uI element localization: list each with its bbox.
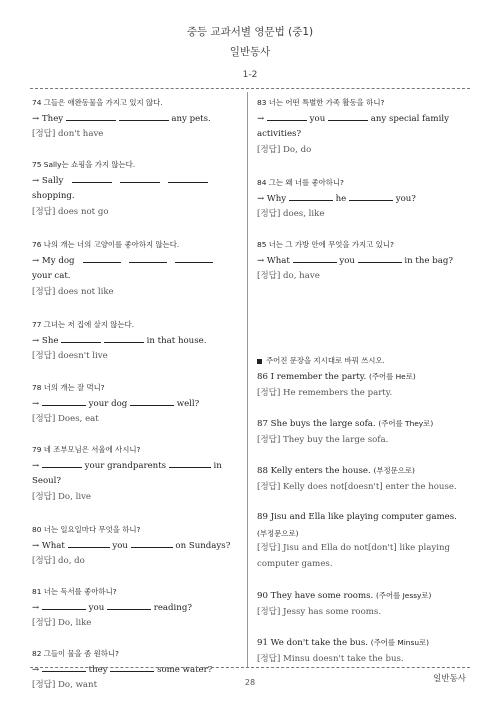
answer-blank[interactable] <box>130 396 174 406</box>
answer-blank[interactable] <box>169 458 211 468</box>
answer-blank[interactable] <box>267 111 307 121</box>
unit-label: 1-2 <box>242 70 258 80</box>
question-sentence-cont: shopping. <box>32 191 75 202</box>
question-sentence-cont: your cat. <box>32 271 71 282</box>
answer-blank[interactable] <box>349 191 393 201</box>
page-title: 중등 교과서별 영문법 (중1) <box>186 26 314 38</box>
question-item <box>32 442 240 522</box>
answer-text: [정답] Jisu and Ella do not[don't] like playing <box>257 543 450 554</box>
transform-item <box>257 635 469 675</box>
transform-sentence: 90 They have some rooms. (주어를 Jessy로) <box>257 591 432 601</box>
question-korean: 79 네 조부모님은 서울에 사시니? <box>32 445 141 454</box>
question-item <box>32 584 240 646</box>
answer-blank[interactable] <box>358 253 402 263</box>
page-subtitle: 일반동사 <box>229 46 271 58</box>
answer-text: [정답] do, do <box>32 556 85 567</box>
question-item <box>32 157 240 237</box>
answer-blank[interactable] <box>175 253 213 263</box>
question-korean: 84 그는 왜 너를 좋아하니? <box>257 178 344 187</box>
answer-blank[interactable] <box>131 538 173 548</box>
answer-blank[interactable] <box>42 396 86 406</box>
question-korean: 76 나의 개는 너의 고양이를 좋아하지 않는다. <box>32 240 180 249</box>
question-item <box>32 522 240 584</box>
question-korean: 75 Sally는 쇼핑을 가지 않는다. <box>32 160 136 169</box>
question-korean: 81 너는 독서를 좋아하니? <box>32 587 117 596</box>
question-korean: 77 그녀는 저 집에 살지 않는다. <box>32 320 135 329</box>
answer-text: [정답] Do, want <box>32 680 98 691</box>
question-sentence: → They any pets. <box>32 111 240 128</box>
answer-text: [정답] They buy the large sofa. <box>257 434 389 445</box>
question-sentence: → your grandparents in <box>32 458 240 475</box>
answer-text: [정답] Do, do <box>257 144 312 155</box>
square-bullet-icon <box>257 359 262 364</box>
question-item <box>257 95 469 175</box>
answer-blank[interactable] <box>119 111 169 121</box>
answer-blank[interactable] <box>328 111 368 121</box>
answer-blank[interactable] <box>120 173 160 183</box>
question-korean: 74 그들은 애완동물을 가지고 있지 않다. <box>32 98 163 107</box>
transform-sentence: 89 Jisu and Ella like playing computer games. <box>257 512 457 522</box>
question-sentence: → She in that house. <box>32 333 240 350</box>
question-item <box>257 175 469 237</box>
answer-blank[interactable] <box>72 173 112 183</box>
transform-item <box>257 588 469 635</box>
answer-text: [정답] Does, eat <box>32 414 99 425</box>
question-korean: 78 너의 개는 잘 먹니? <box>32 383 105 392</box>
answer-blank[interactable] <box>66 111 116 121</box>
answer-text: [정답] He remembers the party. <box>257 387 393 398</box>
bottom-divider <box>30 667 470 668</box>
answer-text-cont: computer games. <box>257 558 333 569</box>
transform-item <box>257 369 469 416</box>
answer-text: [정답] doesn't live <box>32 351 108 362</box>
answer-text: [정답] Kelly does not[doesn't] enter the house. <box>257 481 457 492</box>
transform-note: (부정문으로) <box>257 528 299 538</box>
transform-item <box>257 510 469 588</box>
answer-text: [정답] do, have <box>257 271 320 282</box>
left-column <box>32 95 240 708</box>
question-korean: 85 너는 그 가방 안에 무엇을 가지고 있니? <box>257 240 394 249</box>
question-sentence: → Sally <box>32 173 240 190</box>
answer-blank[interactable] <box>107 600 151 610</box>
question-sentence: → What you on Sundays? <box>32 538 240 555</box>
answer-text: [정답] does, like <box>257 209 325 220</box>
question-item <box>32 317 240 380</box>
question-item <box>32 380 240 442</box>
answer-text: [정답] does not go <box>32 206 109 217</box>
answer-blank[interactable] <box>42 600 86 610</box>
question-korean: 83 너는 어떤 특별한 가족 활동을 하니? <box>257 98 385 107</box>
question-item <box>32 646 240 708</box>
answer-text: [정답] Minsu doesn't take the bus. <box>257 653 404 664</box>
instruction: 주어진 문장을 지시대로 바꿔 쓰시오. <box>257 353 469 369</box>
answer-blank[interactable] <box>68 538 110 548</box>
question-sentence: → they some water? <box>32 662 240 679</box>
top-divider <box>30 88 470 89</box>
transform-item <box>257 463 469 510</box>
question-item <box>257 237 469 353</box>
question-korean: 80 너는 일요일마다 무엇을 하니? <box>32 525 141 534</box>
answer-blank[interactable] <box>289 191 333 201</box>
answer-text: [정답] Do, live <box>32 491 92 502</box>
question-sentence-cont: Seoul? <box>32 476 62 487</box>
transform-sentence: 88 Kelly enters the house. (부정문으로) <box>257 466 415 476</box>
question-sentence: → you any special family <box>257 111 469 128</box>
answer-blank[interactable] <box>83 253 121 263</box>
question-sentence: → Why he you? <box>257 191 469 208</box>
question-sentence-cont: activities? <box>257 129 302 140</box>
answer-blank[interactable] <box>104 333 144 343</box>
question-sentence: → My dog <box>32 253 240 270</box>
question-korean: 82 그들이 물을 좀 원하니? <box>32 649 119 658</box>
footer-label: 일반동사 <box>433 674 466 684</box>
question-sentence: → your dog well? <box>32 396 240 413</box>
transform-item <box>257 416 469 463</box>
column-divider <box>247 92 248 667</box>
answer-blank[interactable] <box>42 458 82 468</box>
answer-blank[interactable] <box>61 333 101 343</box>
answer-text: [정답] does not like <box>32 286 114 297</box>
answer-text: [정답] Do, like <box>32 618 92 629</box>
answer-blank[interactable] <box>129 253 167 263</box>
transform-sentence: 87 She buys the large sofa. (주어를 They로) <box>257 419 434 429</box>
right-column <box>257 95 469 675</box>
answer-blank[interactable] <box>293 253 337 263</box>
question-sentence: → What you in the bag? <box>257 253 469 270</box>
answer-text: [정답] don't have <box>32 129 104 140</box>
question-sentence: → you reading? <box>32 600 240 617</box>
question-item <box>32 95 240 157</box>
answer-text: [정답] Jessy has some rooms. <box>257 606 382 617</box>
answer-blank[interactable] <box>168 173 208 183</box>
transform-sentence: 91 We don't take the bus. (주어를 Minsu로) <box>257 638 430 648</box>
question-item <box>32 237 240 317</box>
transform-sentence: 86 I remember the party. (주어를 He로) <box>257 372 416 382</box>
page-number: 28 <box>244 678 256 687</box>
